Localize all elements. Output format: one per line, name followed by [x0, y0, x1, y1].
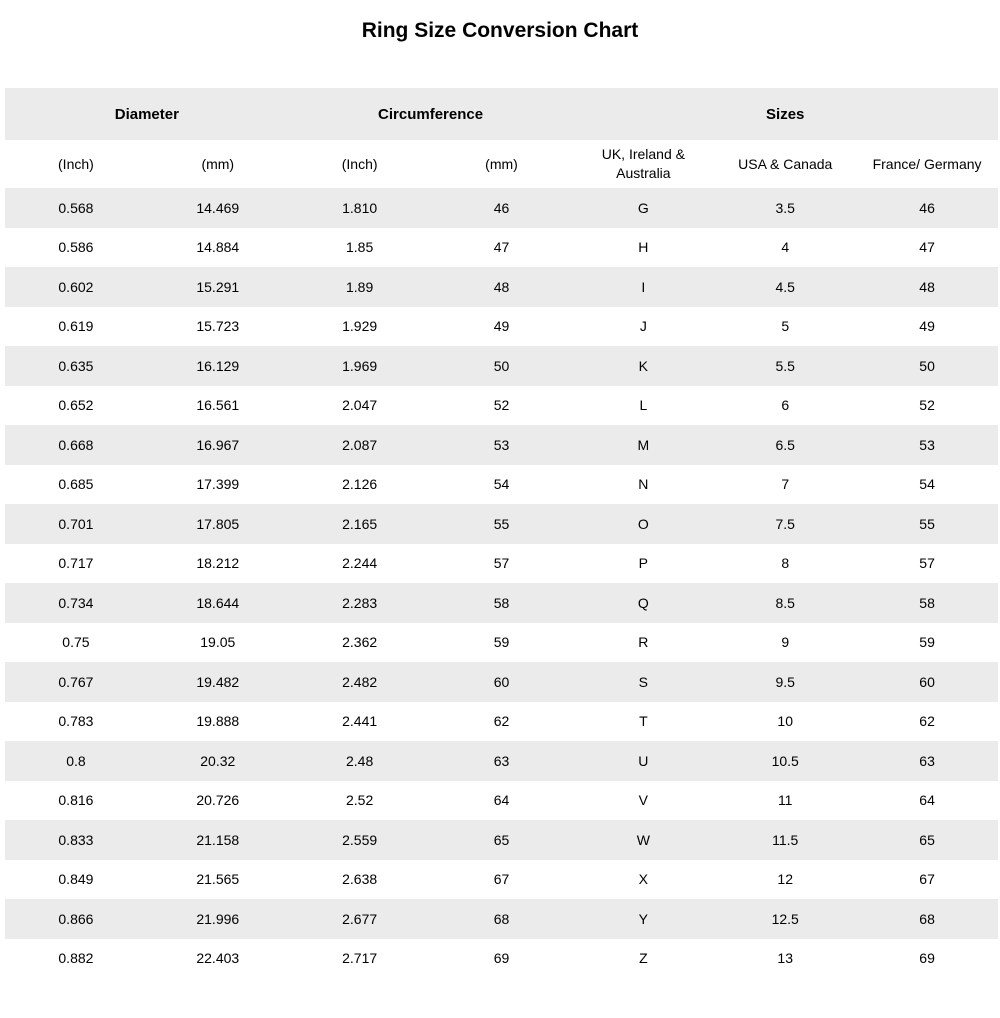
table-row: [5, 188, 998, 228]
cell-circumference-mm: 59: [493, 634, 510, 651]
cell-size-uk-ireland-australia: V: [638, 792, 649, 809]
cell-diameter-inch: 0.668: [58, 436, 94, 453]
cell-diameter-mm: 18.212: [196, 555, 240, 572]
cell-circumference-inch: 1.89: [346, 278, 374, 295]
cell-size-france-germany: 53: [919, 436, 935, 453]
cell-circumference-inch: 2.559: [342, 831, 378, 848]
cell-diameter-inch: 0.783: [58, 713, 94, 730]
cell-circumference-inch: 2.677: [342, 910, 378, 927]
table-group-header-row: [5, 88, 998, 140]
cell-size-uk-ireland-australia: Y: [638, 910, 649, 927]
table-row: [5, 267, 998, 307]
cell-circumference-mm: 62: [493, 713, 510, 730]
cell-size-uk-ireland-australia: T: [639, 713, 648, 730]
cell-circumference-mm: 69: [493, 950, 510, 967]
cell-size-usa-canada: 4.5: [775, 278, 795, 295]
cell-diameter-inch: 0.602: [58, 278, 94, 295]
cell-size-usa-canada: 7.5: [775, 515, 795, 532]
cell-size-usa-canada: 6: [781, 397, 790, 414]
cell-diameter-inch: 0.849: [58, 871, 94, 888]
cell-size-usa-canada: 12: [777, 871, 793, 888]
cell-circumference-mm: 54: [493, 476, 510, 493]
table-column-header-row: [5, 140, 998, 188]
cell-size-uk-ireland-australia: I: [641, 278, 646, 295]
cell-circumference-inch: 2.482: [342, 673, 378, 690]
cell-diameter-mm: 15.723: [196, 318, 240, 335]
column-header-circumference-mm: (mm): [485, 155, 518, 172]
cell-size-france-germany: 59: [919, 634, 935, 651]
cell-diameter-inch: 0.767: [58, 673, 94, 690]
table-row: [5, 899, 998, 939]
cell-diameter-mm: 16.967: [196, 436, 240, 453]
table-row: [5, 860, 998, 900]
cell-diameter-inch: 0.652: [58, 397, 94, 414]
cell-size-france-germany: 69: [919, 950, 935, 967]
cell-circumference-mm: 47: [493, 239, 510, 256]
cell-size-uk-ireland-australia: U: [638, 752, 649, 769]
table-row: [5, 544, 998, 584]
cell-size-uk-ireland-australia: Q: [637, 594, 649, 611]
cell-size-france-germany: 64: [919, 792, 935, 809]
cell-diameter-inch: 0.635: [58, 357, 94, 374]
cell-diameter-inch: 0.619: [58, 318, 94, 335]
cell-circumference-mm: 57: [493, 555, 510, 572]
cell-circumference-inch: 2.165: [342, 515, 378, 532]
cell-size-usa-canada: 9.5: [775, 673, 795, 690]
cell-circumference-inch: 1.969: [342, 357, 378, 374]
cell-size-usa-canada: 10.5: [771, 752, 799, 769]
cell-size-usa-canada: 3.5: [775, 199, 795, 216]
cell-size-uk-ireland-australia: O: [637, 515, 649, 532]
cell-size-uk-ireland-australia: M: [637, 436, 650, 453]
group-header-diameter: Diameter: [114, 105, 179, 123]
table-row: [5, 781, 998, 821]
cell-diameter-inch: 0.866: [58, 910, 94, 927]
cell-circumference-mm: 46: [493, 199, 510, 216]
cell-size-usa-canada: 6.5: [775, 436, 795, 453]
cell-diameter-mm: 21.996: [196, 910, 240, 927]
cell-size-france-germany: 48: [919, 278, 935, 295]
cell-circumference-mm: 55: [493, 515, 510, 532]
cell-size-uk-ireland-australia: Z: [639, 950, 648, 967]
cell-circumference-inch: 2.126: [342, 476, 378, 493]
cell-size-usa-canada: 9: [781, 634, 790, 651]
cell-diameter-mm: 14.469: [196, 199, 240, 216]
cell-diameter-inch: 0.685: [58, 476, 94, 493]
cell-diameter-mm: 20.32: [200, 752, 236, 769]
cell-size-france-germany: 52: [919, 397, 935, 414]
cell-size-france-germany: 60: [919, 673, 935, 690]
cell-circumference-mm: 52: [493, 397, 510, 414]
cell-circumference-inch: 2.52: [346, 792, 374, 809]
cell-diameter-mm: 19.05: [200, 634, 236, 651]
table-row: [5, 583, 998, 623]
cell-diameter-mm: 17.805: [196, 515, 240, 532]
cell-size-france-germany: 49: [919, 318, 935, 335]
cell-diameter-mm: 17.399: [196, 476, 240, 493]
cell-size-uk-ireland-australia: N: [638, 476, 649, 493]
cell-circumference-inch: 2.48: [346, 752, 374, 769]
cell-diameter-inch: 0.586: [58, 239, 94, 256]
column-header-france-germany: France/ Germany: [872, 155, 982, 172]
cell-circumference-inch: 2.047: [342, 397, 378, 414]
column-header-diameter-inch: (Inch): [58, 155, 94, 172]
cell-diameter-inch: 0.75: [62, 634, 90, 651]
column-header-diameter-mm: (mm): [201, 155, 235, 172]
cell-diameter-mm: 18.644: [196, 594, 240, 611]
cell-circumference-mm: 49: [493, 318, 510, 335]
cell-circumference-mm: 60: [493, 673, 510, 690]
cell-diameter-inch: 0.882: [58, 950, 94, 967]
cell-size-uk-ireland-australia: L: [639, 397, 648, 414]
cell-size-usa-canada: 8: [781, 555, 790, 572]
table-row: [5, 504, 998, 544]
cell-circumference-inch: 2.717: [342, 950, 378, 967]
cell-diameter-mm: 14.884: [196, 239, 240, 256]
cell-diameter-mm: 21.565: [196, 871, 240, 888]
cell-circumference-mm: 68: [493, 910, 510, 927]
cell-size-france-germany: 65: [919, 831, 935, 848]
table-row: [5, 741, 998, 781]
cell-size-france-germany: 50: [919, 357, 935, 374]
cell-diameter-inch: 0.833: [58, 831, 94, 848]
cell-size-france-germany: 67: [919, 871, 935, 888]
cell-size-uk-ireland-australia: K: [638, 357, 649, 374]
cell-circumference-mm: 50: [493, 357, 510, 374]
cell-circumference-inch: 1.810: [342, 199, 378, 216]
cell-circumference-mm: 67: [493, 871, 510, 888]
column-header-circumference-inch: (Inch): [341, 155, 378, 172]
cell-diameter-inch: 0.701: [58, 515, 94, 532]
table-row: [5, 228, 998, 268]
cell-circumference-inch: 2.244: [342, 555, 378, 572]
table-row: [5, 820, 998, 860]
cell-diameter-inch: 0.734: [58, 594, 94, 611]
cell-size-uk-ireland-australia: S: [638, 673, 649, 690]
cell-size-france-germany: 68: [919, 910, 935, 927]
column-header-usa-canada: USA & Canada: [738, 155, 833, 172]
cell-size-uk-ireland-australia: P: [638, 555, 649, 572]
cell-circumference-mm: 48: [493, 278, 510, 295]
cell-diameter-mm: 19.482: [196, 673, 240, 690]
cell-circumference-inch: 1.929: [342, 318, 378, 335]
cell-size-france-germany: 62: [919, 713, 935, 730]
cell-size-usa-canada: 10: [777, 713, 793, 730]
cell-diameter-mm: 16.561: [196, 397, 240, 414]
cell-diameter-mm: 21.158: [196, 831, 240, 848]
cell-size-usa-canada: 11: [777, 792, 793, 809]
table-row: [5, 702, 998, 742]
cell-size-uk-ireland-australia: W: [636, 831, 650, 848]
cell-circumference-inch: 2.638: [342, 871, 378, 888]
table-row: [5, 465, 998, 505]
cell-size-usa-canada: 5.5: [775, 357, 795, 374]
column-header-uk-ireland-australia: UK, Ireland & Australia: [601, 146, 685, 181]
group-header-sizes: Sizes: [766, 105, 805, 123]
cell-circumference-inch: 2.441: [342, 713, 378, 730]
table-row: [5, 346, 998, 386]
table-row: [5, 623, 998, 663]
cell-diameter-mm: 22.403: [196, 950, 240, 967]
cell-size-usa-canada: 5: [781, 318, 790, 335]
cell-diameter-inch: 0.8: [66, 752, 86, 769]
cell-circumference-inch: 1.85: [346, 239, 374, 256]
cell-size-france-germany: 55: [919, 515, 935, 532]
table-row: [5, 425, 998, 465]
cell-circumference-inch: 2.283: [342, 594, 378, 611]
cell-size-france-germany: 57: [919, 555, 935, 572]
cell-circumference-mm: 53: [493, 436, 510, 453]
cell-diameter-inch: 0.568: [58, 199, 94, 216]
cell-circumference-mm: 65: [493, 831, 510, 848]
table-body: [5, 188, 998, 978]
cell-size-france-germany: 58: [919, 594, 935, 611]
cell-size-france-germany: 63: [919, 752, 935, 769]
cell-diameter-mm: 19.888: [196, 713, 240, 730]
cell-size-usa-canada: 11.5: [772, 831, 799, 848]
table-row: [5, 386, 998, 426]
cell-size-usa-canada: 4: [781, 239, 790, 256]
group-header-circumference: Circumference: [378, 105, 484, 123]
cell-size-usa-canada: 7: [781, 476, 790, 493]
cell-size-france-germany: 47: [919, 239, 935, 256]
cell-circumference-inch: 2.362: [342, 634, 378, 651]
cell-diameter-mm: 15.291: [196, 278, 240, 295]
cell-circumference-mm: 58: [493, 594, 510, 611]
cell-circumference-inch: 2.087: [342, 436, 378, 453]
cell-circumference-mm: 64: [493, 792, 510, 809]
cell-diameter-inch: 0.717: [58, 555, 94, 572]
cell-diameter-inch: 0.816: [58, 792, 94, 809]
cell-size-uk-ireland-australia: H: [638, 239, 649, 256]
table-row: [5, 939, 998, 979]
cell-size-usa-canada: 13: [777, 950, 793, 967]
table-row: [5, 662, 998, 702]
cell-diameter-mm: 16.129: [196, 357, 240, 374]
cell-diameter-mm: 20.726: [196, 792, 240, 809]
page-title: Ring Size Conversion Chart: [361, 19, 639, 42]
cell-size-france-germany: 46: [919, 199, 935, 216]
cell-size-usa-canada: 12.5: [771, 910, 799, 927]
ring-size-table: [5, 88, 998, 978]
cell-size-france-germany: 54: [919, 476, 935, 493]
table-row: [5, 307, 998, 347]
cell-size-uk-ireland-australia: G: [637, 199, 649, 216]
cell-size-uk-ireland-australia: X: [638, 871, 649, 888]
cell-size-uk-ireland-australia: J: [639, 318, 647, 335]
cell-size-usa-canada: 8.5: [775, 594, 795, 611]
cell-size-uk-ireland-australia: R: [638, 634, 649, 651]
cell-circumference-mm: 63: [493, 752, 510, 769]
